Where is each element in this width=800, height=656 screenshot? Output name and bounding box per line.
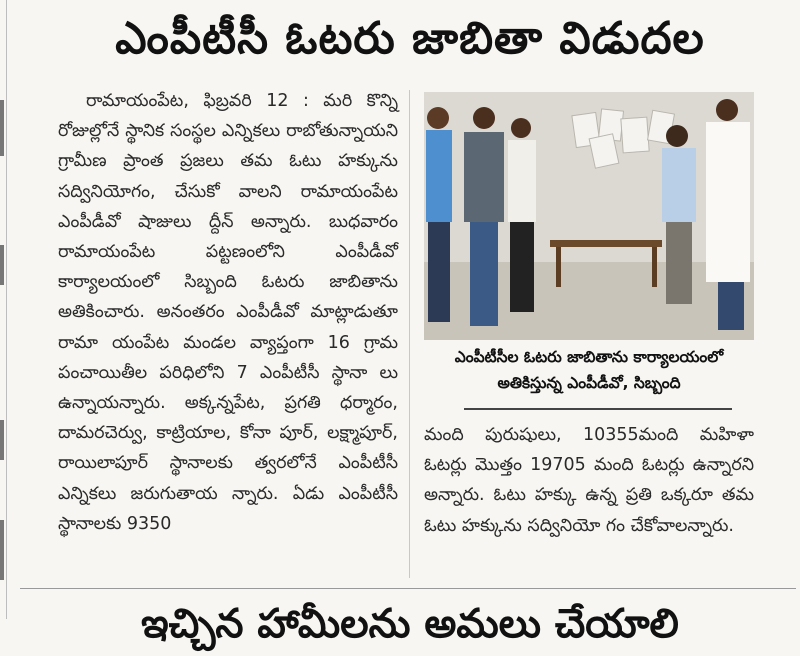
article-separator xyxy=(20,588,796,589)
article-headline: ఎంపీటీసీ ఓటరు జాబితా విడుదల xyxy=(115,13,705,64)
page-edge-marks xyxy=(0,0,5,619)
person-2 xyxy=(464,107,504,326)
person-1 xyxy=(426,107,452,322)
article-body-right-column xyxy=(424,420,754,541)
caption-underline xyxy=(464,408,732,410)
column-divider xyxy=(409,90,410,578)
photo-caption-line-1: ఎంపీటీసీల ఓటరు జాబితాను కార్యాలయంలో xyxy=(454,348,724,366)
article-body-right-text: మంది పురుషులు, 10355మంది మహిళా ఓటర్లు మొత్తం 19705 మంది ఓటర్లు ఉన్నారని అన్నారు. ఓటు హక్కు ఉన్న ప్రతి ఒక్కరూ తమ ఓటు హక్కును సద్వినియో గం చేకోవాలన్నారు. xyxy=(424,425,754,536)
article-body-left-column xyxy=(58,86,398,539)
person-3 xyxy=(508,118,536,312)
next-article-headline: ఇచ్చిన హామీలను అమలు చేయాలి xyxy=(141,601,679,647)
photo-caption xyxy=(416,344,762,396)
news-photo xyxy=(424,92,754,340)
person-4 xyxy=(662,125,696,304)
news-photo-illustration xyxy=(424,92,754,340)
article-body-left-text: రామాయంపేట, ఫిబ్రవరి 12 : మరి కొన్ని రోజుల్లోనే స్థానిక సంస్థల ఎన్నికలు రాబోతున్నాయని గ్రామీణ ప్రాంత ప్రజలు తమ ఓటు హక్కును సద్వినియోగం, చేసుకో వాలని రామాయంపేట ఎంపీడీవో షాజులు ద్దీన్ అన్నారు. బుధవారం రామాయంపేట పట్టణంలోని ఎంపీడీవో కార్యాలయంలో సిబ్బంది ఓటరు జాబితాను అతికించారు. అనంతరం ఎంపీడీవో మాట్లాడుతూ రామా యంపేట మండల వ్యాప్తంగా 16 గ్రామ పంచాయితీల పరిధిలోని 7 ఎంపీటీసీ స్థానా లు ఉన్నాయన్నారు. అక్కన్నపేట, ప్రగతి ధర్మారం, దామరచెర్వు, కాట్రియాల, కోనా పూర్, లక్ష్మాపూర్, రాయిలాపూర్ స్థానాలకు త్వరలోనే ఎంపీటీసీ ఎన్నికలు జరుగుతాయ న్నారు. ఏడు ఎంపీటీసీ స్థానాలకు 9350 xyxy=(58,91,398,534)
page-edge-rule xyxy=(6,0,7,619)
photo-caption-line-2: అతికిస్తున్న ఎంపీడీవో, సిబ్బంది xyxy=(497,374,681,392)
